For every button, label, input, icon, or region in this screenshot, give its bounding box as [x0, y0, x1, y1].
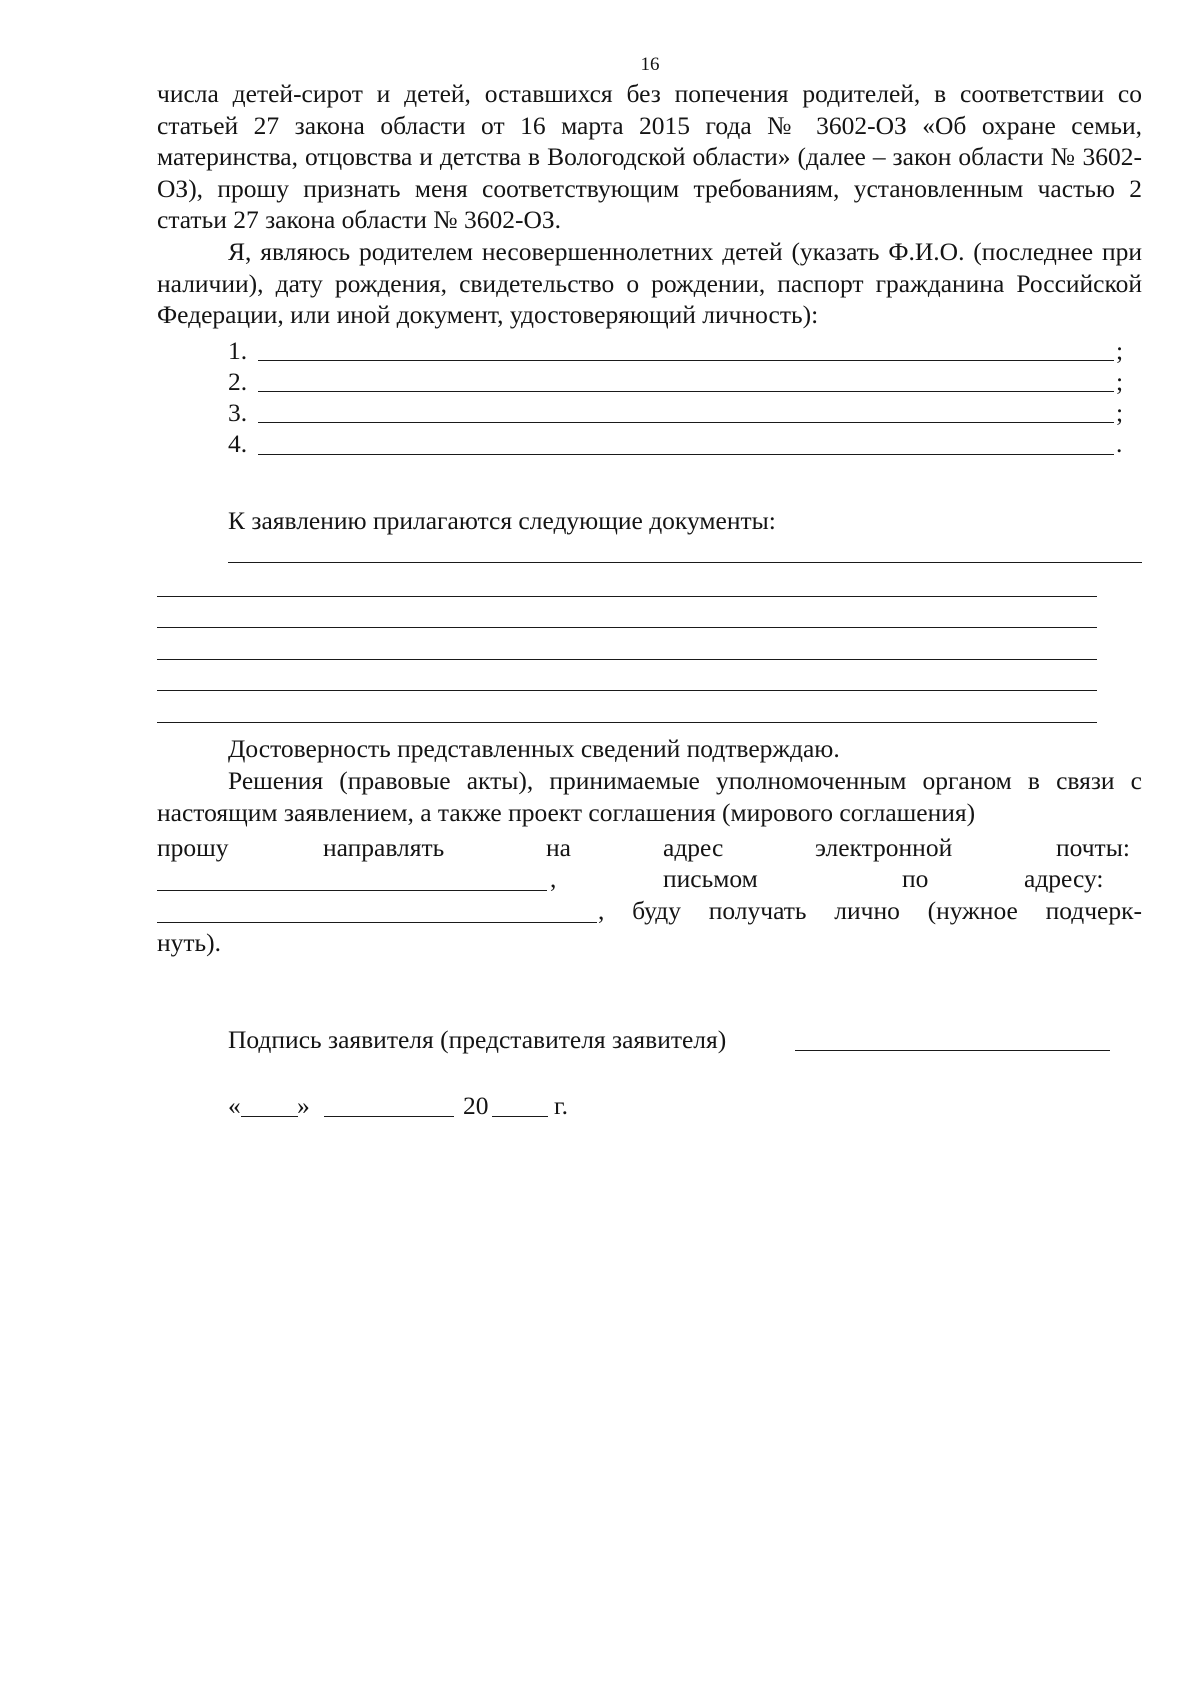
confirmation-text: Достоверность представленных сведений подтверждаю. [228, 734, 840, 763]
personal-receipt-text: , буду получать лично (нужное подчерк- [598, 896, 1142, 925]
child-2-end: ; [1116, 367, 1124, 396]
delivery-word-6: почты: [1056, 833, 1130, 862]
date-year-suffix: г. [554, 1091, 568, 1120]
documents-heading: К заявлению прилагаются следующие документы: [228, 506, 776, 535]
personal-receipt-end: нуть). [157, 928, 222, 957]
letter-word-1: письмом [663, 864, 758, 893]
children-paragraph [157, 236, 1142, 331]
email-field[interactable] [157, 890, 547, 891]
child-4-end: . [1116, 429, 1123, 458]
email-comma: , [550, 864, 557, 893]
child-1-field[interactable] [258, 360, 1114, 361]
date-year-prefix: 20 [463, 1091, 489, 1120]
date-month-field[interactable] [324, 1116, 454, 1117]
decisions-text: Решения (правовые акты), принимаемые уполномоченным органом в связи с настоящим заявлением, а также проект соглашения (мирового соглашения) [157, 766, 1142, 827]
documents-line-3[interactable] [157, 627, 1097, 628]
postal-address-field[interactable] [157, 922, 597, 923]
date-open-quote: « [228, 1091, 241, 1120]
letter-word-3: адресу: [1024, 864, 1104, 893]
child-1-number: 1. [228, 336, 248, 365]
intro-paragraph: числа детей-сирот и детей, оставшихся без попечения родителей, в соответствии со статьей 27 закона области от 16 марта 2015 года № 3602-ОЗ «Об охране семьи, материнства, отцовства и детства в Вологодской области» (далее – закон области № 3602-ОЗ), прошу признать меня соответствующим требованиям, установленным частью 2 статьи 27 закона области № 3602-ОЗ. [157, 79, 1142, 234]
documents-line-2[interactable] [157, 596, 1097, 597]
child-4-field[interactable] [258, 454, 1114, 455]
signature-label: Подпись заявителя (представителя заявителя) [228, 1025, 727, 1054]
documents-line-6[interactable] [157, 722, 1097, 723]
child-1-end: ; [1116, 336, 1124, 365]
children-paragraph-text: Я, являюсь родителем несовершеннолетних детей (указать Ф.И.О. (последнее при наличии), дату рождения, свидетельство о рождении, паспорт гражданина Российской Федерации, или иной документ, удостоверяющий личность): [157, 237, 1142, 329]
child-3-number: 3. [228, 398, 248, 427]
page-number: 16 [640, 54, 660, 75]
child-3-end: ; [1116, 398, 1124, 427]
documents-line-1[interactable] [228, 562, 1142, 563]
signature-field[interactable] [795, 1050, 1110, 1051]
child-2-field[interactable] [258, 391, 1114, 392]
child-3-field[interactable] [258, 422, 1114, 423]
delivery-word-2: направлять [323, 833, 445, 862]
delivery-word-3: на [546, 833, 571, 862]
documents-line-5[interactable] [157, 690, 1097, 691]
delivery-word-5: электронной [815, 833, 953, 862]
date-close-quote: » [297, 1091, 310, 1120]
child-2-number: 2. [228, 367, 248, 396]
decisions-paragraph [157, 765, 1142, 828]
letter-word-2: по [902, 864, 929, 893]
child-4-number: 4. [228, 429, 248, 458]
delivery-word-4: адрес [663, 833, 724, 862]
documents-line-4[interactable] [157, 659, 1097, 660]
date-day-field[interactable] [241, 1116, 298, 1117]
date-year-field[interactable] [492, 1116, 548, 1117]
delivery-word-1: прошу [157, 833, 229, 862]
